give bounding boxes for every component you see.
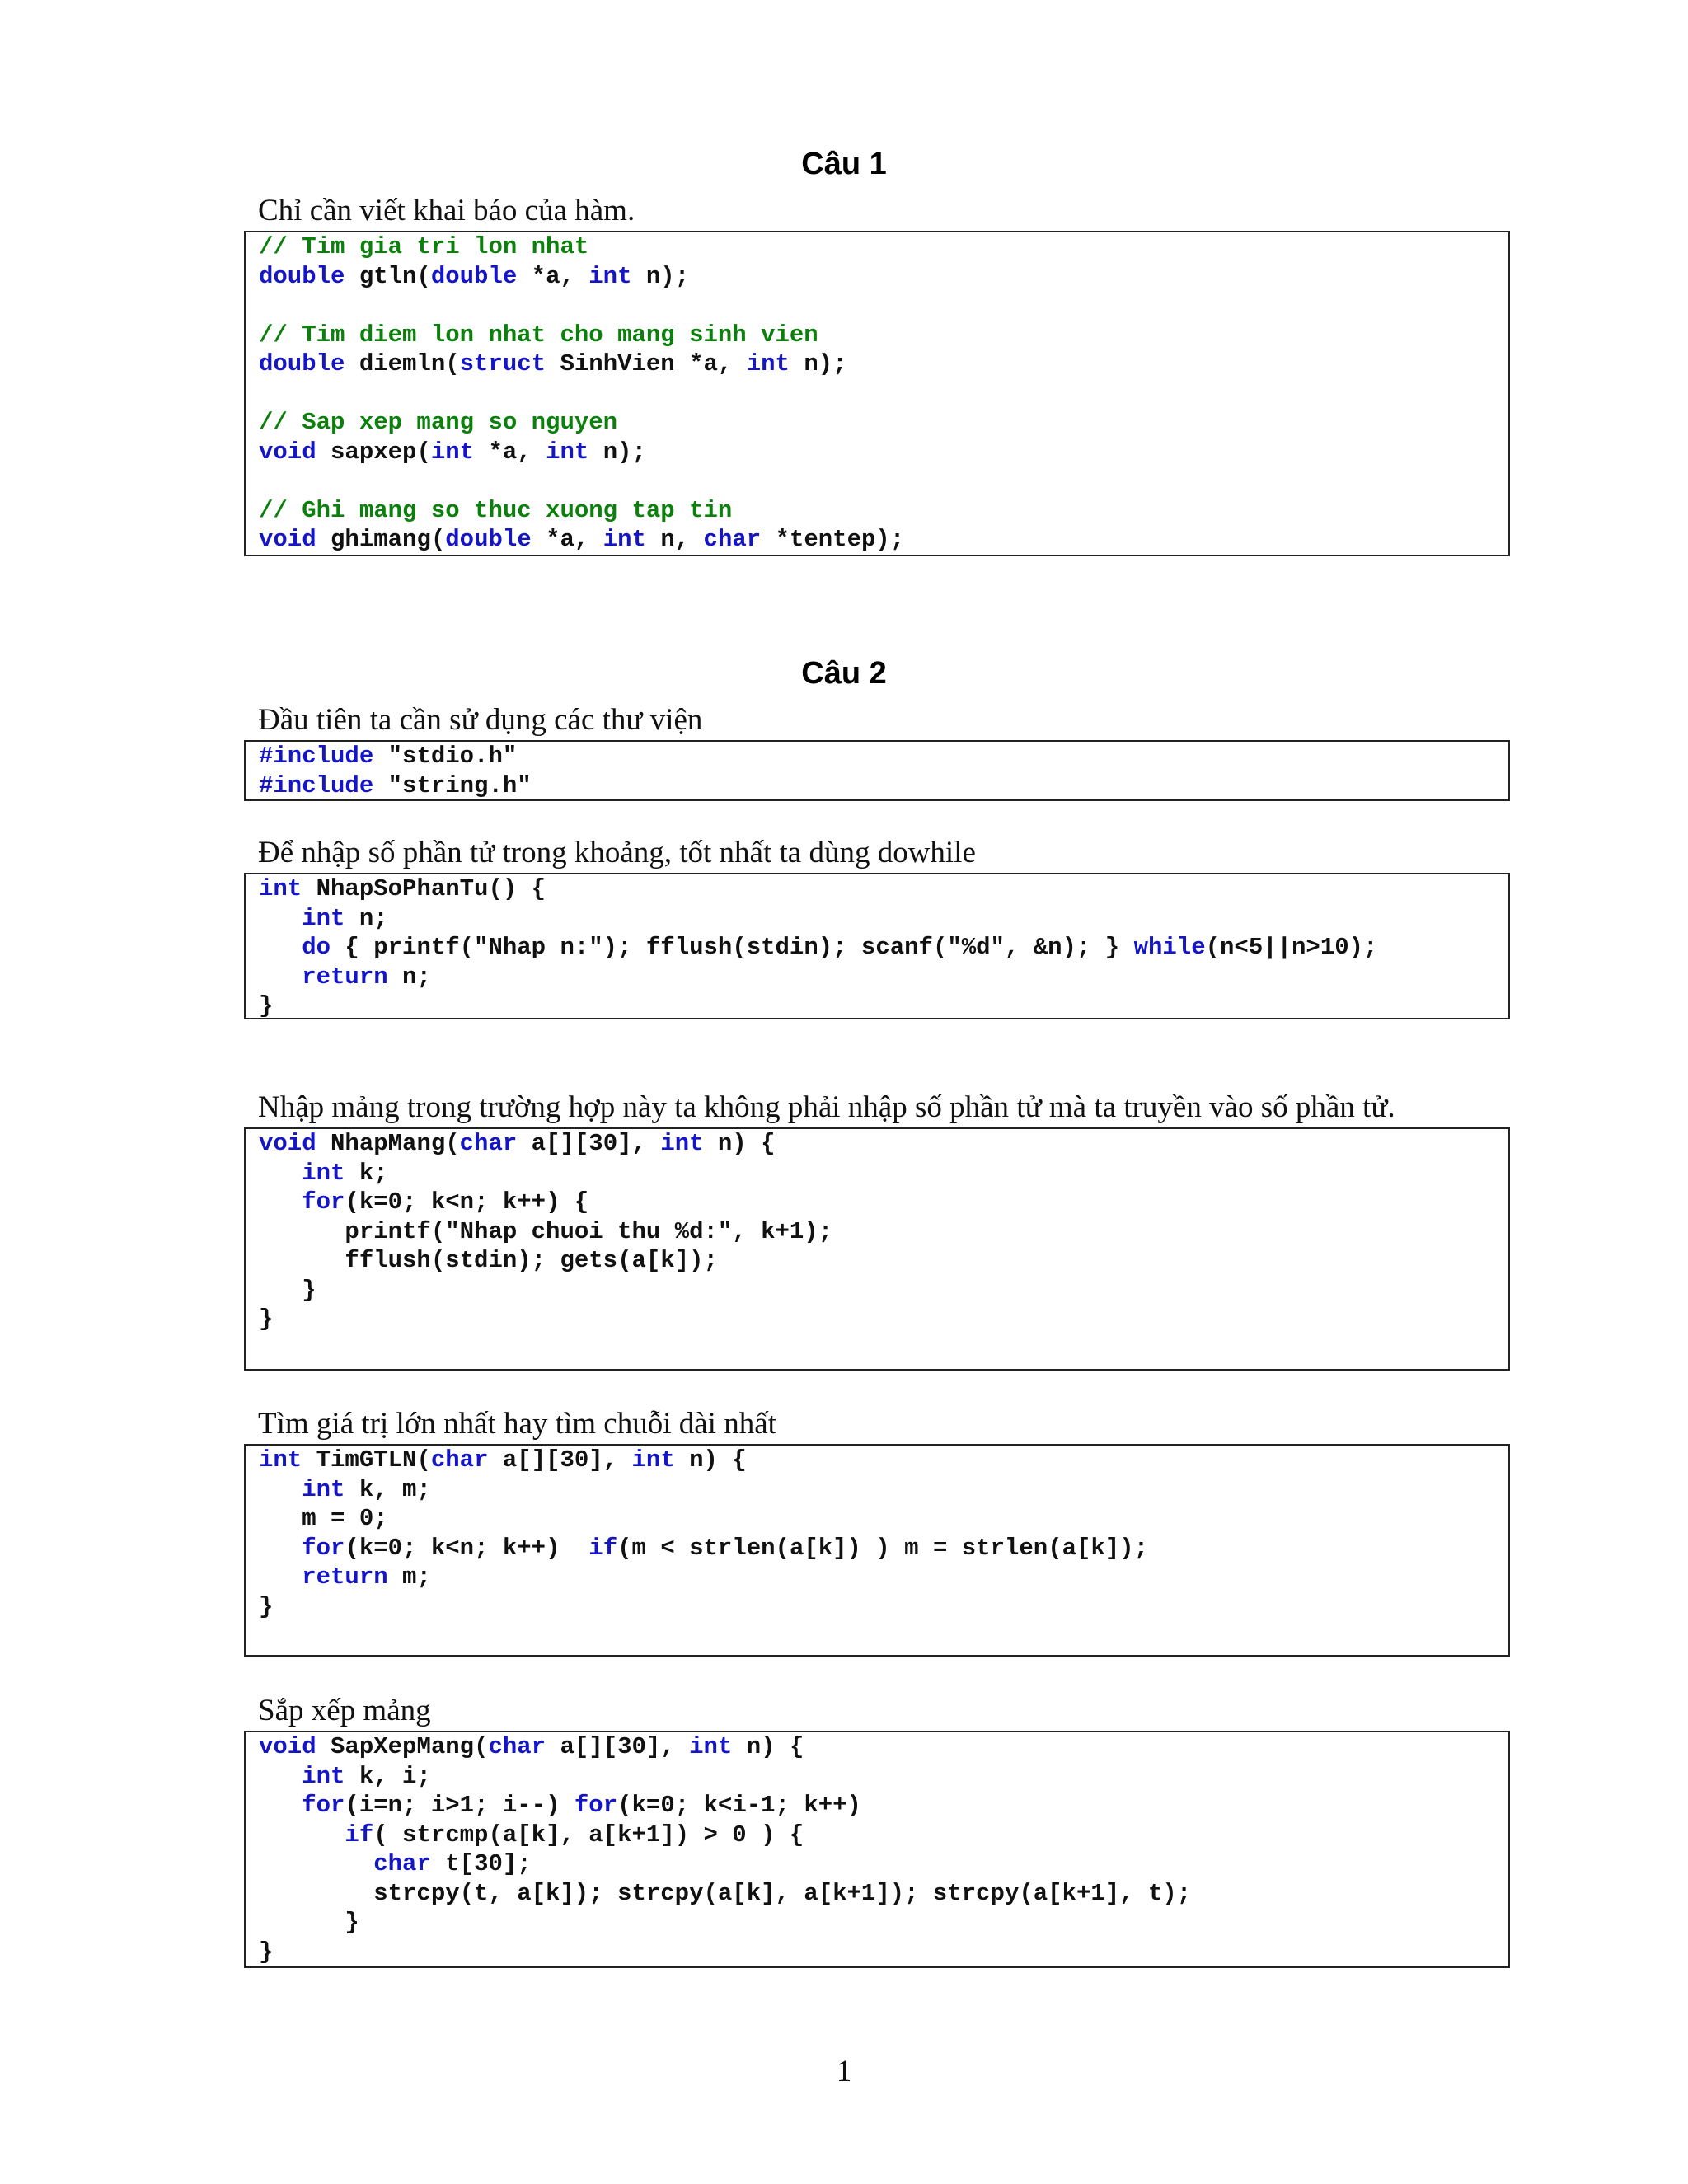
- code-keyword: double: [259, 350, 345, 377]
- code-line: [259, 772, 532, 799]
- code-keyword: int: [660, 1130, 704, 1157]
- code-keyword: int: [631, 1446, 675, 1474]
- code-line: [259, 743, 517, 770]
- code-keyword: double: [259, 262, 345, 290]
- code-token: (k=0; k<i-1; k++): [617, 1792, 861, 1819]
- code-token: k;: [345, 1159, 388, 1187]
- code-comment: // Tim gia tri lon nhat: [259, 233, 589, 260]
- code-token: n) {: [674, 1446, 747, 1474]
- code-token: }: [259, 1276, 316, 1304]
- code-keyword: int: [588, 262, 632, 290]
- code-token: [259, 1188, 302, 1216]
- code-line: [259, 1305, 273, 1333]
- code-text: [259, 1732, 1508, 1966]
- code-line: [259, 1446, 747, 1474]
- code-keyword: int: [302, 1762, 345, 1790]
- code-line: [259, 1218, 832, 1245]
- code-keyword: for: [302, 1792, 345, 1819]
- code-token: fflush(stdin); gets(a[k]);: [259, 1247, 718, 1274]
- code-keyword: void: [259, 438, 316, 466]
- page-number: 1: [836, 2055, 852, 2088]
- code-block-function-declarations: [244, 231, 1510, 556]
- code-token: *a,: [474, 438, 546, 466]
- code-keyword: if: [345, 1821, 374, 1849]
- code-token: "stdio.h": [373, 743, 518, 770]
- code-keyword: int: [430, 438, 475, 466]
- code-line: [259, 1160, 388, 1187]
- code-token: NhapMang(: [316, 1130, 460, 1157]
- code-keyword: for: [302, 1534, 345, 1562]
- code-token: [259, 963, 302, 991]
- code-block-nhapmang: [244, 1127, 1510, 1371]
- code-keyword: int: [689, 1733, 733, 1760]
- code-keyword: int: [546, 438, 589, 466]
- code-line: [259, 1733, 804, 1760]
- code-line: [259, 1593, 273, 1620]
- code-line: [259, 1850, 532, 1877]
- code-line: [259, 1792, 861, 1819]
- code-token: diemln(: [345, 350, 460, 377]
- code-line: [259, 1909, 359, 1936]
- code-block-includes: [244, 740, 1510, 801]
- code-directive: #include: [259, 771, 374, 799]
- code-text: [259, 232, 1508, 555]
- code-token: n);: [588, 438, 646, 466]
- code-line: [259, 1535, 1148, 1562]
- code-token: gtln(: [345, 262, 431, 290]
- code-line: [259, 1188, 588, 1216]
- code-token: n);: [631, 262, 690, 290]
- code-token: [259, 934, 302, 961]
- code-line: [259, 1476, 431, 1503]
- code-comment: // Sap xep mang so nguyen: [259, 409, 618, 436]
- code-line: [259, 350, 847, 377]
- code-token: }: [259, 1305, 274, 1333]
- code-line: [259, 1563, 431, 1591]
- code-line: [259, 1763, 431, 1790]
- code-keyword: void: [259, 1130, 316, 1157]
- code-line: [259, 934, 1377, 961]
- code-token: ( strcmp(a[k], a[k+1]) > 0 ) {: [373, 1821, 804, 1849]
- question-1-intro: Chỉ cần viết khai báo của hàm.: [258, 194, 635, 227]
- code-keyword: return: [302, 1563, 388, 1591]
- code-token: a[][30],: [488, 1446, 632, 1474]
- code-keyword: double: [430, 262, 518, 290]
- code-token: [259, 1160, 302, 1187]
- code-text: [259, 1446, 1508, 1621]
- code-line: [259, 1130, 776, 1157]
- code-directive: #include: [259, 743, 374, 770]
- code-token: [259, 1476, 302, 1503]
- code-block-sapxepmang: [244, 1731, 1510, 1968]
- section-intro-sort: Sắp xếp mảng: [258, 1694, 431, 1727]
- code-keyword: char: [703, 526, 762, 553]
- code-token: [259, 1850, 373, 1877]
- code-token: (m < strlen(a[k]) ) m = strlen(a[k]);: [617, 1534, 1149, 1562]
- code-block-nhapsophantu: [244, 873, 1510, 1019]
- code-line: [259, 233, 588, 260]
- code-line: [259, 263, 689, 290]
- code-keyword: int: [302, 1159, 345, 1187]
- section-intro-libraries: Đầu tiên ta cần sử dụng các thư viện: [258, 703, 703, 737]
- code-token: n) {: [703, 1130, 776, 1157]
- code-keyword: int: [259, 875, 302, 902]
- code-token: ghimang(: [316, 526, 446, 553]
- code-line: [259, 321, 818, 349]
- code-line: [259, 526, 904, 553]
- code-text: [259, 874, 1508, 1021]
- code-token: [259, 1563, 302, 1591]
- code-token: n;: [345, 904, 388, 932]
- code-token: n);: [789, 350, 847, 377]
- code-line: [259, 438, 646, 466]
- code-line: [259, 1247, 718, 1274]
- code-token: (k=0; k<n; k++): [345, 1534, 589, 1562]
- section-intro-input-array: Nhập mảng trong trường hợp này ta không phải nhập số phần tử mà ta truyền vào số phần tử.: [258, 1090, 1395, 1124]
- code-keyword: double: [445, 526, 532, 553]
- section-intro-input-count: Để nhập số phần tử trong khoảng, tốt nhất ta dùng dowhile: [258, 836, 976, 869]
- code-token: [259, 1792, 302, 1819]
- code-token: n;: [387, 963, 431, 991]
- code-keyword: int: [302, 1475, 345, 1503]
- code-keyword: int: [746, 350, 790, 377]
- code-keyword: return: [302, 963, 388, 991]
- code-token: strcpy(t, a[k]); strcpy(a[k], a[k+1]); strcpy(a[k+1], t);: [259, 1879, 1192, 1907]
- code-token: }: [259, 1938, 274, 1966]
- code-token: NhapSoPhanTu() {: [302, 875, 546, 902]
- code-text: [259, 1129, 1508, 1334]
- code-token: *a,: [517, 262, 589, 290]
- code-token: }: [259, 992, 274, 1019]
- code-line: [259, 1938, 273, 1966]
- code-token: t[30];: [430, 1850, 532, 1877]
- code-token: [259, 1763, 302, 1790]
- code-token: SinhVien *a,: [546, 350, 747, 377]
- code-comment: // Ghi mang so thuc xuong tap tin: [259, 496, 733, 524]
- code-token: (k=0; k<n; k++) {: [345, 1188, 589, 1216]
- code-line: [259, 875, 546, 902]
- section-intro-find-max: Tìm giá trị lớn nhất hay tìm chuỗi dài nhất: [258, 1407, 776, 1441]
- code-keyword: char: [488, 1733, 546, 1760]
- code-keyword: while: [1133, 934, 1206, 961]
- code-token: sapxep(: [316, 438, 431, 466]
- code-token: (i=n; i>1; i--): [345, 1792, 574, 1819]
- code-keyword: void: [259, 526, 316, 553]
- code-keyword: struct: [459, 350, 546, 377]
- code-text: [259, 742, 1508, 800]
- code-token: m;: [387, 1563, 431, 1591]
- code-line: [259, 1277, 316, 1304]
- code-token: *a,: [531, 526, 603, 553]
- code-keyword: for: [302, 1188, 345, 1216]
- code-keyword: char: [459, 1130, 518, 1157]
- code-keyword: int: [302, 904, 345, 932]
- code-token: [259, 1821, 345, 1849]
- code-token: }: [259, 1909, 359, 1936]
- code-token: k, i;: [345, 1762, 431, 1790]
- code-token: *tentep);: [761, 526, 905, 553]
- code-token: { printf("Nhap n:"); fflush(stdin); scanf("%d", &n); }: [331, 934, 1134, 961]
- question-1-heading: Câu 1: [801, 147, 887, 181]
- code-keyword: if: [588, 1534, 618, 1562]
- code-token: [259, 1535, 302, 1562]
- code-line: [259, 992, 273, 1019]
- code-keyword: int: [603, 526, 646, 553]
- code-token: TimGTLN(: [302, 1446, 431, 1474]
- code-line: [259, 1880, 1191, 1907]
- code-comment: // Tim diem lon nhat cho mang sinh vien: [259, 321, 818, 349]
- code-keyword: int: [259, 1446, 302, 1474]
- code-line: [259, 497, 732, 524]
- code-line: [259, 1821, 804, 1849]
- code-token: a[][30],: [517, 1130, 661, 1157]
- code-token: "string.h": [373, 771, 532, 799]
- code-line: [259, 409, 617, 436]
- code-block-timgtln: [244, 1444, 1510, 1657]
- code-token: [259, 905, 302, 932]
- code-line: [259, 1505, 388, 1532]
- code-token: (n<5||n>10);: [1205, 934, 1378, 961]
- code-keyword: do: [302, 934, 331, 961]
- question-2-heading: Câu 2: [801, 656, 887, 691]
- code-token: k, m;: [345, 1475, 431, 1503]
- code-line: [259, 905, 388, 932]
- code-keyword: void: [259, 1733, 316, 1760]
- code-token: SapXepMang(: [316, 1733, 489, 1760]
- code-token: }: [259, 1592, 274, 1620]
- code-token: n,: [645, 526, 704, 553]
- code-token: m = 0;: [259, 1505, 388, 1532]
- code-keyword: char: [430, 1446, 489, 1474]
- code-token: a[][30],: [546, 1733, 690, 1760]
- code-token: n) {: [732, 1733, 804, 1760]
- code-token: printf("Nhap chuoi thu %d:", k+1);: [259, 1217, 833, 1245]
- code-keyword: char: [373, 1850, 431, 1877]
- code-keyword: for: [574, 1792, 618, 1819]
- code-line: [259, 963, 431, 991]
